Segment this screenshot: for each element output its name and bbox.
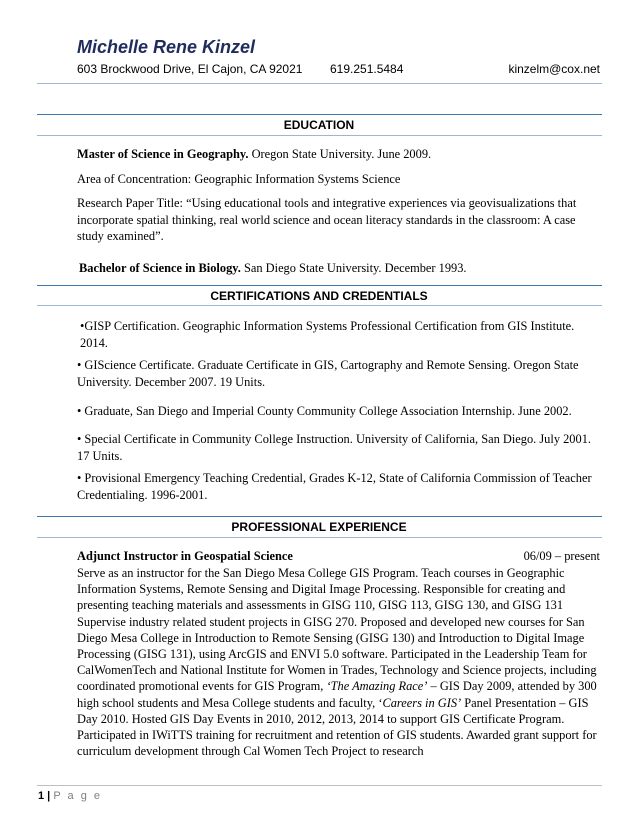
amazing-race-title: ‘The Amazing Race’: [326, 679, 428, 694]
job-description-part: Serve as an instructor for the San Diego Mesa College GIS Program. Teach courses in Geographic Information Systems, Remote Sensing and Digital Image Processing. Responsible for creating and presenting teaching materials and assessments in GISG 110, GISG 113, GISG 130, and GISG 131 Supervise industry related student projects in GISG 270. Proposed and developed new courses for San Diego Mesa College in Introduction to Remote Sensing (GISG 130) and Introduction to Digital Image Processing (GISG 131), using ArcGIS and ENVI 5.0 software. Participated in the Leadership Team for CalWomenTech and National Institute for Women in Trades, Technology and Science projects, including coordinated promotional events for GIS Program,: [77, 566, 597, 694]
ms-detail: Oregon State University. June 2009.: [248, 147, 432, 161]
bs-degree-line: [79, 260, 599, 277]
ms-degree: Master of Science in Geography.: [77, 147, 249, 161]
concentration: Area of Concentration: Geographic Information Systems Science: [77, 172, 401, 186]
cert-item: • Graduate, San Diego and Imperial County Community College Association Internship. June 2002.: [77, 404, 572, 418]
job-dates: 06/09 – present: [523, 549, 600, 563]
bs-detail: San Diego State University. December 1993.: [240, 261, 467, 275]
footer-separator: |: [44, 790, 54, 802]
certs-bottom-rule: [37, 305, 602, 306]
education-top-rule: [37, 114, 602, 115]
job-title: Adjunct Instructor in Geospatial Science: [77, 549, 293, 563]
cert-item: • Provisional Emergency Teaching Credential, Grades K-12, State of California Commission of Teacher Credentialing. 1996-2001.: [77, 471, 592, 502]
page-number: 1: [38, 790, 45, 802]
header-divider: [37, 83, 602, 84]
page-label: P a g e: [53, 790, 102, 802]
research-paper: Research Paper Title: “Using educational tools and integrative experiences via geovisualizations that incorporate spatial thinking, real world science and ocean literacy standards in the classroom: A case study examined”.: [77, 196, 577, 243]
education-bottom-rule: [37, 135, 602, 136]
phone: 619.251.5484: [330, 62, 404, 76]
experience-top-rule: [37, 516, 602, 517]
address: 603 Brockwood Drive, El Cajon, CA 92021: [77, 62, 303, 76]
experience-title: PROFESSIONAL EXPERIENCE: [231, 520, 407, 534]
page-footer: [38, 790, 102, 802]
certs-top-rule: [37, 285, 602, 286]
cert-item: • GIScience Certificate. Graduate Certificate in GIS, Cartography and Remote Sensing. Oregon State University. December 2007. 19 Units.: [77, 358, 579, 389]
certs-title: CERTIFICATIONS AND CREDENTIALS: [210, 289, 428, 303]
bs-degree: Bachelor of Science in Biology.: [79, 261, 241, 275]
job-description-part: Panel Presentation – GIS Day 2010. Hosted GIS Day Events in 2010, 2012, 2013, 2014 to support GIS Certificate Program. Participated in IWiTTS training for recruitment and retention of GIS students. Awarded grant support for curriculum development through Cal Women Tech Project to research: [77, 695, 597, 759]
experience-bottom-rule: [37, 537, 602, 538]
job-description: [77, 565, 597, 759]
footer-rule: [37, 785, 602, 786]
cert-item: •GISP Certification. Geographic Information Systems Professional Certification from GIS Institute. 2014.: [80, 319, 575, 350]
careers-in-gis-title: Careers in GIS’: [382, 695, 462, 710]
ms-degree-line: [77, 146, 597, 163]
cert-item: • Special Certificate in Community College Instruction. University of California, San Diego. July 2001. 17 Units.: [77, 432, 591, 463]
job-description-part: – GIS Day 2009, attended by 300 high school students and Mesa College students and faculty, ‘: [77, 679, 597, 710]
email[interactable]: kinzelm@cox.net: [508, 62, 600, 76]
education-title: EDUCATION: [283, 118, 355, 132]
resume-name: Michelle Rene Kinzel: [77, 37, 256, 57]
